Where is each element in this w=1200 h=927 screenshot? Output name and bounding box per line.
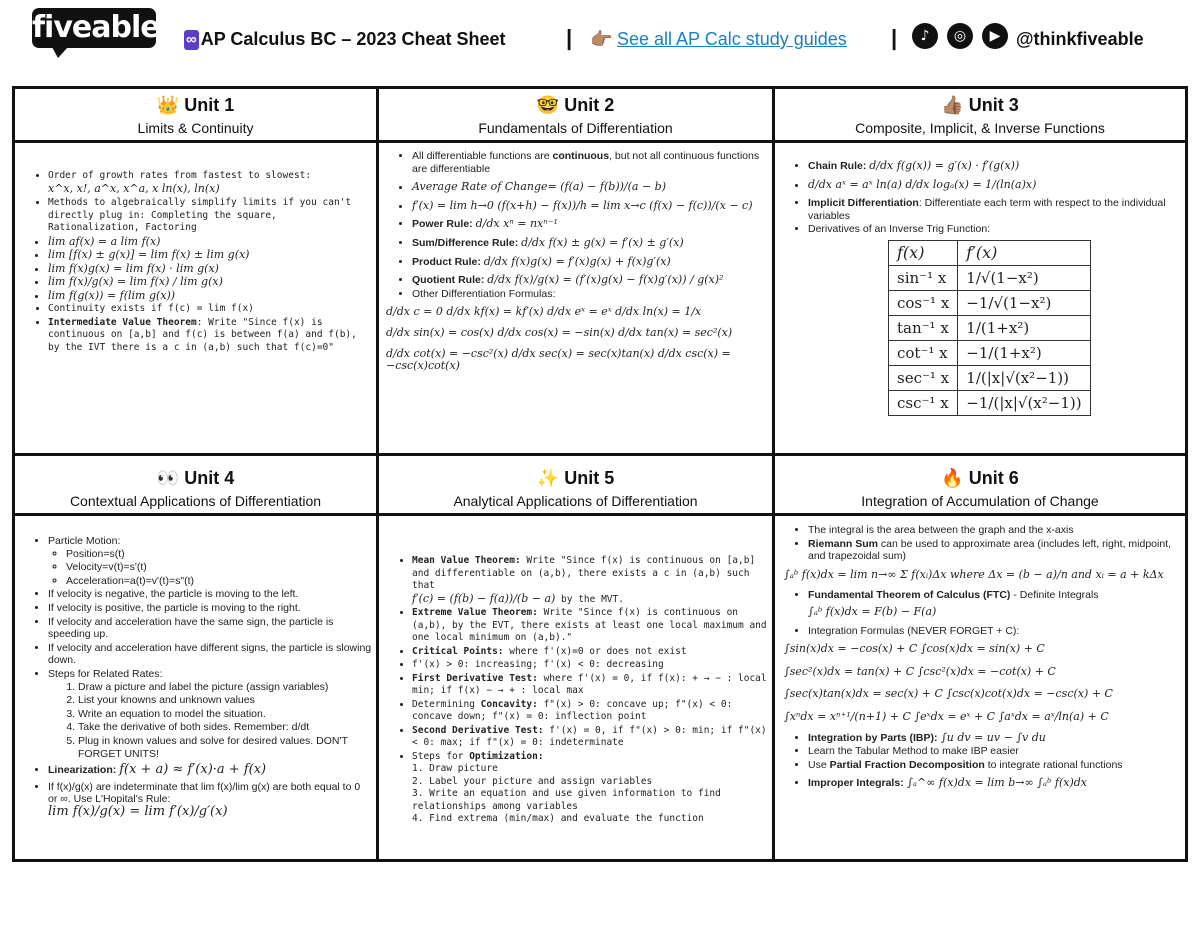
list-item: • The integral is the area between the graph and the x-axis (808, 524, 1183, 537)
crown-icon: 👑 (156, 95, 180, 116)
list-item: • d/dx aˣ = aˣ ln(a) d/dx logₐ(x) = 1/(ln(a)x) (808, 179, 1183, 192)
list-item: • If f(x)/g(x) are indeterminate that lim f(x)/lim g(x) are both equal to 0 or ∞. Use L'Hopital's Rule: lim f(x)/g(x) = lim f′(x)/g′(x) (48, 781, 372, 819)
table-row: csc⁻¹ x −1/(|x|√(x²−1)) (889, 390, 1091, 415)
list-item: • lim f(x)/g(x) = lim f(x) / lim g(x) (48, 276, 370, 289)
formula-line: d/dx c = 0 d/dx kf(x) = kf′(x) d/dx eˣ = eˣ d/dx ln(x) = 1/x (386, 305, 702, 319)
list-item: 5. Plug in known values and solve for desired values. DON'T FORGET UNITS! (78, 735, 372, 760)
formula-line: ∫sec²(x)dx = tan(x) + C ∫csc²(x)dx = −cot(x) + C (784, 664, 1056, 678)
header-separator: | (566, 25, 573, 50)
list-item: • Power Rule: d/dx xⁿ = nxⁿ⁻¹ (412, 218, 770, 231)
list-item: 4. Take the derivative of both sides. Remember: d/dt (78, 721, 372, 734)
list-item: • Implicit Differentiation: Differentiate each term with respect to the individual variables (808, 197, 1183, 222)
riemann-formula: ∫ₐᵇ f(x)dx = lim n→∞ Σ f(xᵢ)Δx where Δx = (b − a)/n and xᵢ = a + kΔx (784, 567, 1164, 581)
list-item: • If velocity and acceleration have different signs, the particle is slowing down. (48, 642, 372, 667)
unit-4-content (18, 535, 372, 859)
study-guides-link[interactable]: See all AP Calc study guides (617, 29, 847, 49)
list-item: • Sum/Difference Rule: d/dx f(x) ± g(x) = f′(x) ± g′(x) (412, 237, 770, 250)
table-row: cos⁻¹ x −1/√(1−x²) (889, 290, 1091, 315)
list-item: • Learn the Tabular Method to make IBP easier (808, 745, 1183, 758)
table-row: sin⁻¹ x 1/√(1−x²) (889, 265, 1091, 290)
header-separator-2: | (891, 25, 898, 50)
list-item: 1. Draw a picture and label the picture (assign variables) (78, 681, 372, 694)
unit-6-content (778, 524, 1183, 858)
formula-line: d/dx sin(x) = cos(x) d/dx cos(x) = −sin(x) d/dx tan(x) = sec²(x) (386, 325, 733, 339)
list-item: • Steps for Related Rates: 1. Draw a picture and label the picture (assign variables) 2. List your knowns and unknown values 3. Write an equation to model the situation. 4. Take the derivative of both sides. Remember: d/dt 5. Plug in known values and solve for desired values. DON'T FORGET UNITS! (48, 668, 372, 760)
table-row: sec⁻¹ x 1/(|x|√(x²−1)) (889, 365, 1091, 390)
unit-2-content (382, 150, 770, 450)
fire-icon: 🔥 (941, 468, 964, 489)
list-item: • Integration by Parts (IBP): ∫u dv = uv − ∫v du (808, 732, 1183, 745)
youtube-icon[interactable]: ▶ (982, 23, 1008, 49)
table-row: cot⁻¹ x −1/(1+x²) (889, 340, 1091, 365)
list-item: 2. List your knowns and unknown values (78, 694, 372, 707)
list-item: ◦ Position=s(t) (66, 548, 372, 561)
list-item: • Riemann Sum can be used to approximate area (includes left, right, midpoint, and trapezoidal sum) (808, 538, 1183, 563)
unit-1-header: 👑 Unit 1 Limits & Continuity (137, 95, 254, 136)
instagram-icon[interactable]: ◎ (947, 23, 973, 49)
list-item: • Chain Rule: d/dx f(g(x)) = g′(x) · f′(g(x)) (808, 160, 1183, 173)
list-item: • lim f(g(x)) = f(lim g(x)) (48, 290, 370, 303)
list-item: • If velocity is positive, the particle is moving to the right. (48, 602, 372, 615)
row-divider-3 (12, 513, 1188, 516)
formula-line: ∫xⁿdx = xⁿ⁺¹/(n+1) + C ∫eˣdx = eˣ + C ∫aˣdx = aˣ/ln(a) + C (784, 709, 1109, 723)
list-item: • Quotient Rule: d/dx f(x)/g(x) = (f′(x)g(x) − f(x)g′(x)) / g(x)² (412, 274, 770, 287)
unit-1-content (18, 170, 370, 450)
list-item: • Critical Points: where f'(x)=0 or does not exist (412, 646, 770, 659)
infinity-icon: ∞ (186, 31, 197, 48)
formula-line: ∫sin(x)dx = −cos(x) + C ∫cos(x)dx = sin(x) + C (784, 642, 1045, 656)
thumbs-up-icon: 👍🏽 (941, 95, 964, 116)
page-title: ∞ AP Calculus BC – 2023 Cheat Sheet (186, 29, 506, 49)
pointing-hand-icon: 👉🏽 (590, 29, 613, 50)
unit-2-header: 🤓 Unit 2 Fundamentals of Differentiation (478, 95, 673, 136)
eyes-icon: 👀 (156, 468, 180, 489)
social-handle[interactable]: @thinkfiveable (1016, 29, 1144, 49)
list-item: • Use Partial Fraction Decomposition to integrate rational functions (808, 759, 1183, 772)
list-item: • If velocity and acceleration have the same sign, the particle is speeding up. (48, 616, 372, 641)
list-item: • Product Rule: d/dx f(x)g(x) = f′(x)g(x) + f(x)g′(x) (412, 256, 770, 269)
list-item: • f'(x) > 0: increasing; f'(x) < 0: decreasing (412, 659, 770, 672)
list-item: • Mean Value Theorem: Write "Since f(x) is continuous on [a,b] and differentiable on (a,b), there exists a c in (a,b) such that f′(c) = (f(b) − f(a))/(b − a) by the MVT. (412, 555, 770, 606)
list-item: • f′(x) = lim h→0 (f(x+h) − f(x))/h = lim x→c (f(x) − f(c))/(x − c) (412, 200, 770, 213)
formula-line: ∫sec(x)tan(x)dx = sec(x) + C ∫csc(x)cot(x)dx = −csc(x) + C (784, 687, 1113, 701)
list-item: • lim [f(x) ± g(x)] = lim f(x) ± lim g(x) (48, 249, 370, 262)
list-item: • Linearization: f(x + a) ≈ f′(x)·a + f(x) (48, 764, 372, 777)
list-item: • Improper Integrals: ∫ₐ^∞ f(x)dx = lim b→∞ ∫ₐᵇ f(x)dx (808, 777, 1183, 790)
list-item: • Continuity exists if f(c) = lim f(x) (48, 303, 370, 316)
list-item: • lim af(x) = a lim f(x) (48, 236, 370, 249)
table-row: tan⁻¹ x 1/(1+x²) (889, 315, 1091, 340)
unit-5-content (382, 555, 770, 855)
list-item: • Fundamental Theorem of Calculus (FTC) - Definite Integrals (808, 589, 1183, 602)
list-item: • Methods to algebraically simplify limits if you can't directly plug in: Completing the square, Rationalization, Factoring (48, 197, 370, 235)
list-item: • Intermediate Value Theorem: Write "Since f(x) is continuous on [a,b] and f(c) is between f(a) and f(b), by the IVT there is a c in (a,b) such that f(c)=0" (48, 317, 370, 355)
list-item: • Second Derivative Test: f'(x) = 0, if f"(x) > 0: min; if f"(x) < 0: max; if f"(x) = 0: indeterminate (412, 725, 770, 750)
ftc-formula: ∫ₐᵇ f(x)dx = F(b) − F(a) (808, 604, 937, 618)
tiktok-icon[interactable]: ♪ (912, 23, 938, 49)
list-item: • lim f(x)g(x) = lim f(x) · lim g(x) (48, 263, 370, 276)
table-header-row: f(x) f′(x) (889, 240, 1091, 265)
inverse-trig-table (888, 240, 1091, 416)
list-item: • Derivatives of an Inverse Trig Function: (808, 223, 1183, 236)
fiveable-logo[interactable]: fiveable (32, 8, 156, 48)
sparkles-icon: ✨ (536, 468, 560, 489)
list-item: ◦ Acceleration=a(t)=v'(t)=s"(t) (66, 575, 372, 588)
list-item: • Extreme Value Theorem: Write "Since f(x) is continuous on (a,b), by the EVT, there exists at least one local maximum and one local minimum on (a,b)." (412, 607, 770, 645)
unit-3-content (778, 160, 1183, 450)
row-divider-1 (12, 140, 1188, 143)
list-item: • Determining Concavity: f"(x) > 0: concave up; f"(x) < 0: concave down; f"(x) = 0: inflection point (412, 699, 770, 724)
list-item: • All differentiable functions are continuous, but not all continuous functions are differentiable (412, 150, 770, 175)
list-item: • Steps for Optimization: 1. Draw picture 2. Label your picture and assign variables 3. Write an equation and use given information to find relationships among variables 4. Find extrema (min/max) and evaluate the function (412, 751, 770, 826)
list-item: • Particle Motion: ◦ Position=s(t) ◦ Velocity=v(t)=s'(t) ◦ Acceleration=a(t)=v'(t)=s"(t) (48, 535, 372, 587)
list-item: • Integration Formulas (NEVER FORGET + C): (808, 625, 1183, 638)
nerd-face-icon: 🤓 (536, 95, 560, 116)
list-item: 3. Write an equation to model the situation. (78, 708, 372, 721)
list-item: • Other Differentiation Formulas: (412, 288, 770, 301)
list-item: • Order of growth rates from fastest to slowest: x^x, x!, a^x, x^a, x ln(x), ln(x) (48, 170, 370, 196)
unit-6-header: 🔥 Unit 6 Integration of Accumulation of Change (861, 468, 1099, 509)
header (0, 0, 1200, 80)
formula-line: d/dx cot(x) = −csc²(x) d/dx sec(x) = sec(x)tan(x) d/dx csc(x) = −csc(x)cot(x) (386, 346, 731, 373)
unit-3-header: 👍🏽 Unit 3 Composite, Implicit, & Inverse Functions (855, 95, 1105, 136)
row-divider-2 (12, 453, 1188, 456)
unit-5-header: ✨ Unit 5 Analytical Applications of Differentiation (453, 468, 698, 509)
list-item: • If velocity is negative, the particle is moving to the left. (48, 588, 372, 601)
list-item: ◦ Velocity=v(t)=s'(t) (66, 561, 372, 574)
unit-4-header: 👀 Unit 4 Contextual Applications of Differentiation (69, 468, 322, 509)
list-item: • Average Rate of Change= (f(a) − f(b))/(a − b) (412, 181, 770, 194)
list-item: • First Derivative Test: where f'(x) = 0, if f(x): + → − : local min; if f(x) − → + : local max (412, 673, 770, 698)
